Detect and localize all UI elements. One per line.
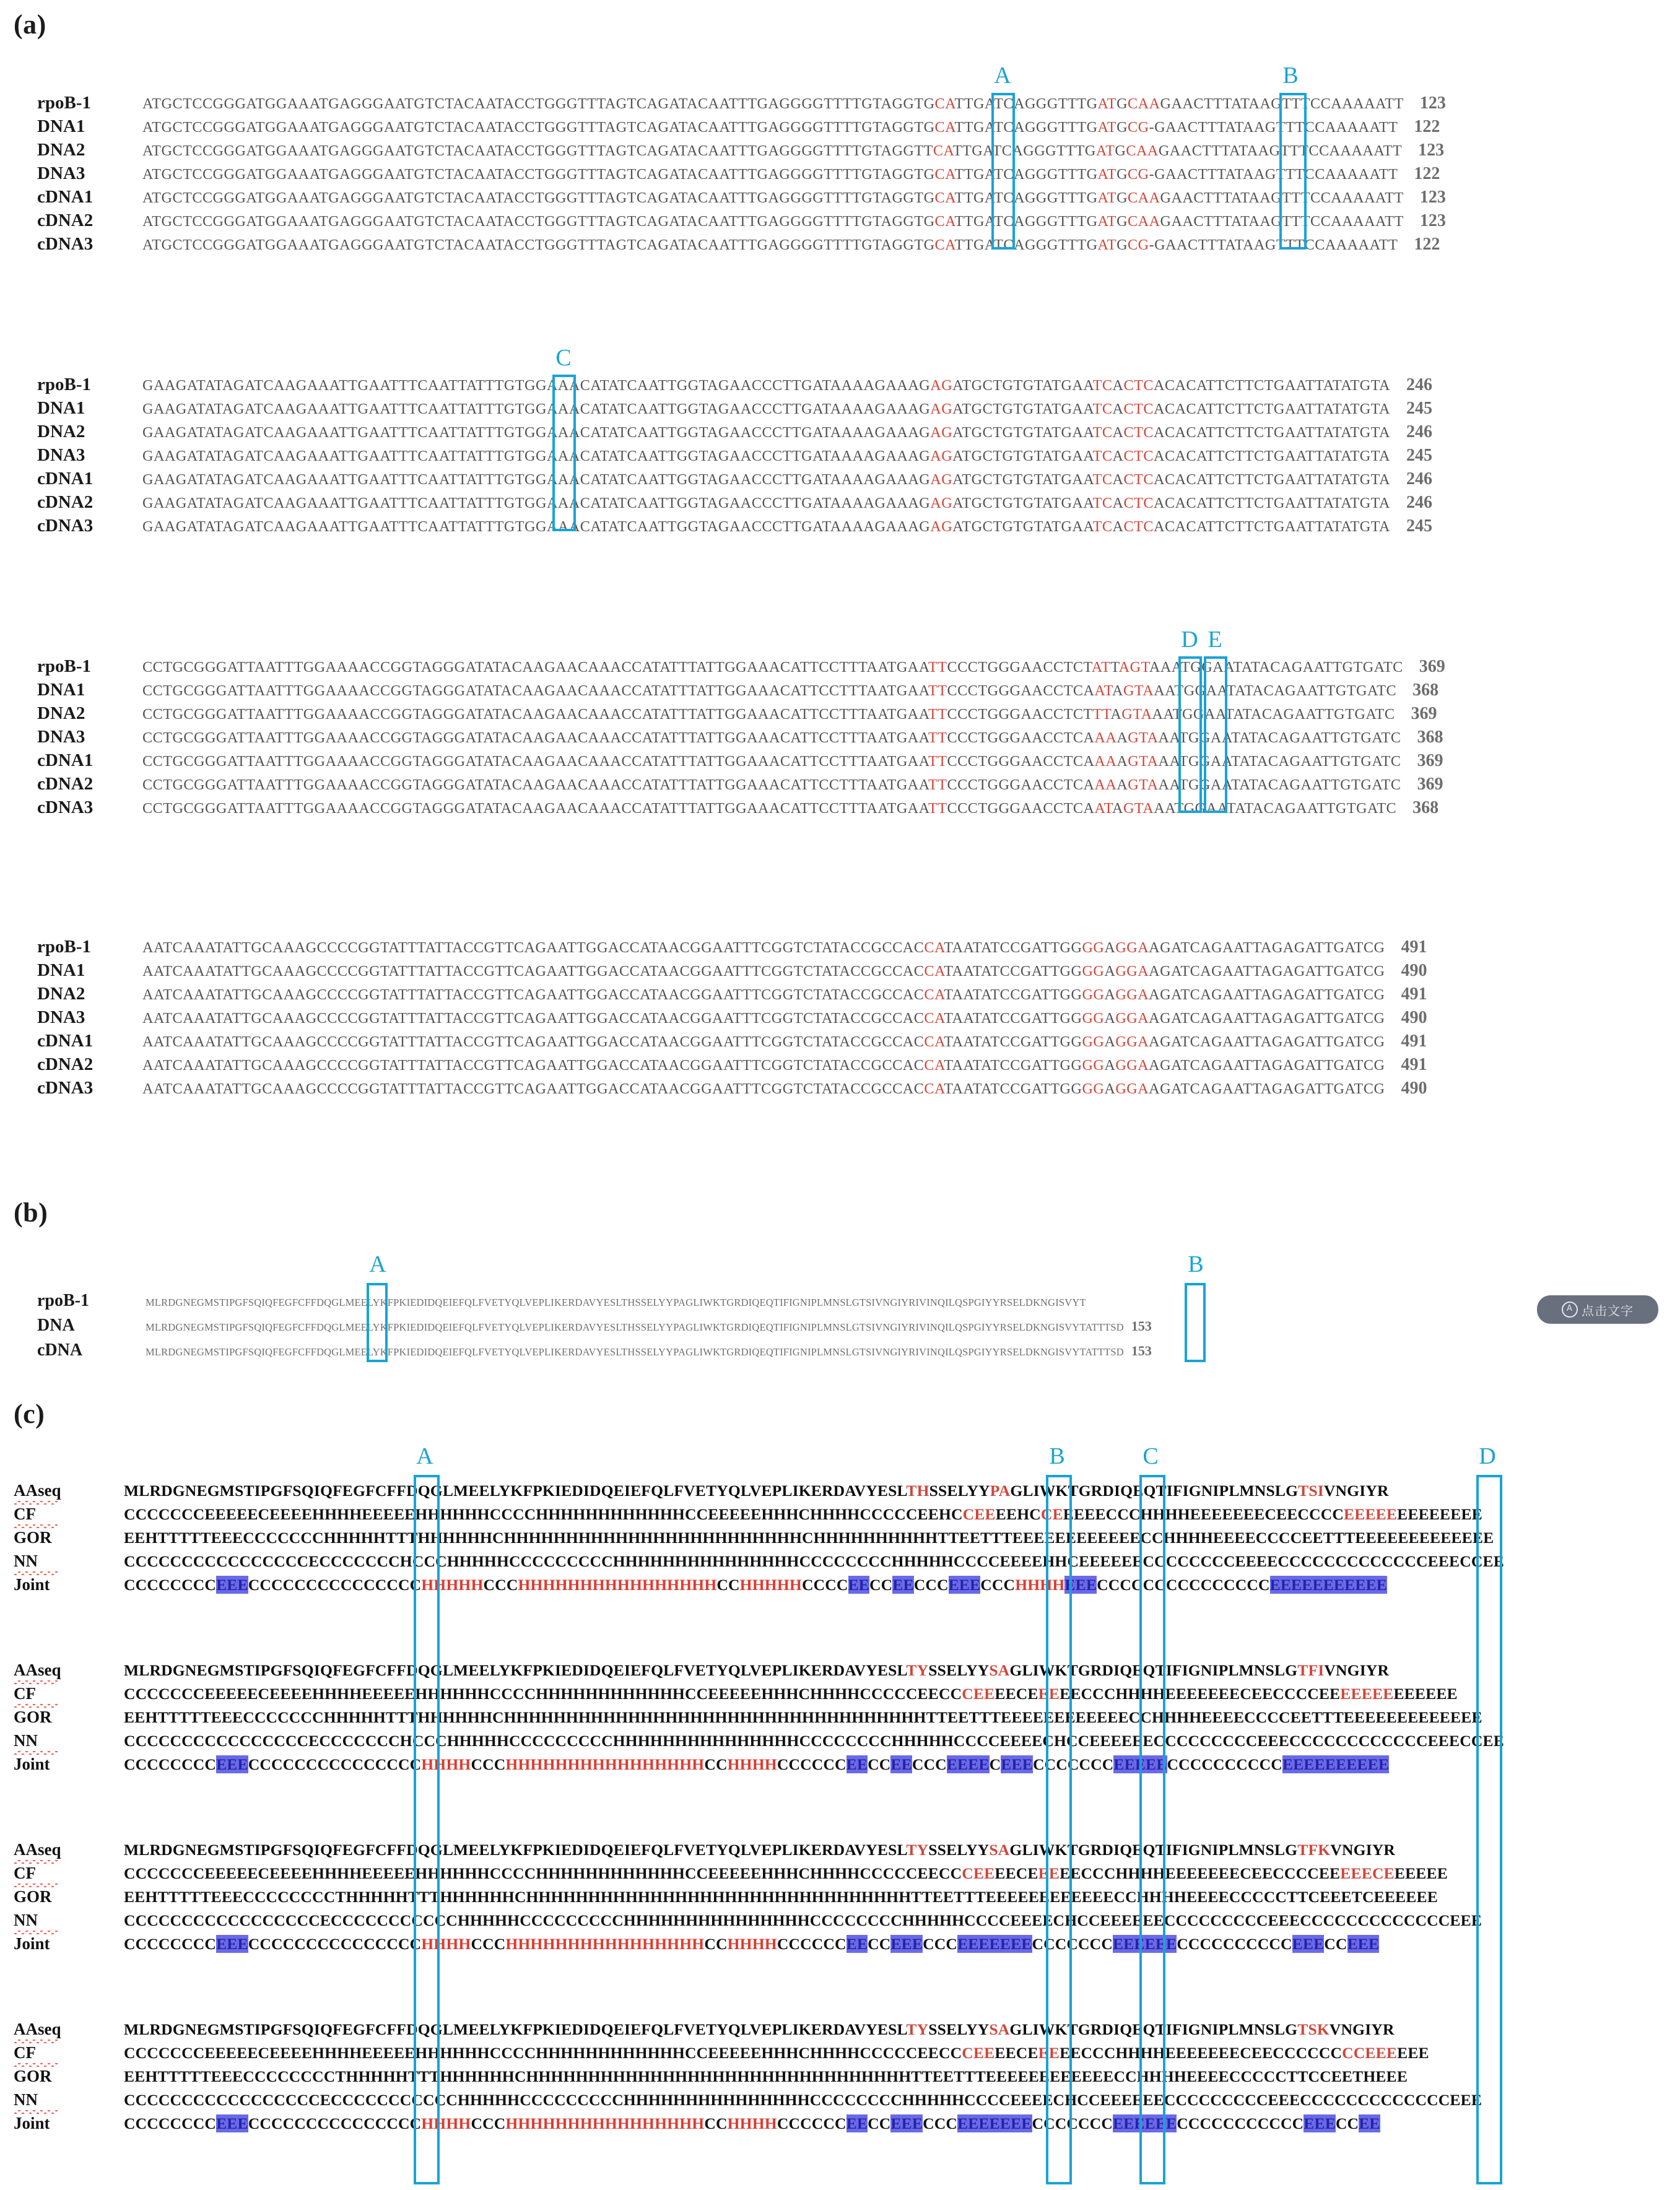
sequence-position-number: 246 (1406, 469, 1432, 489)
row-label-cdna2: cDNA2 (37, 211, 94, 230)
alignment-row (0, 398, 1680, 422)
row-label-joint: Joint (14, 1934, 50, 1953)
sequence-position-number: 491 (1401, 1032, 1427, 1051)
row-label-dna1: DNA1 (37, 960, 85, 980)
sequence-position-number: 246 (1406, 493, 1432, 512)
row-label-dna2: DNA2 (37, 140, 85, 160)
sequence-text: MLRDGNEGMSTIPGFSQIQFEGFCFFDQGLMEELYKFPKIEDIDQEIEFQLFVETYQLVEPLIKERDAVYESLTHSSELYYPAGLIWKTGRDIQEQTIFIGNIPLMNSLGTSIVNGIYRIVINQILQSPGIYYRSELDKNGISVYT (146, 1297, 1086, 1308)
panel-a-block-3 (0, 656, 1680, 821)
highlight-label-c-d: D (1479, 1443, 1496, 1469)
sequence-text: MLRDGNEGMSTIPGFSQIQFEGFCFFDQGLMEELYKFPKIEDIDQEIEFQLFVETYQLVEPLIKERDAVYESLTYSSELYYSAGLIWKTGRDIQEQTIFIGNIPLMNSLGTFKVNGIYR (124, 1841, 1396, 1859)
sequence-position-number: 123 (1419, 93, 1446, 113)
sequence-position-number: 245 (1406, 399, 1432, 418)
sequence-text: GAAGATATAGATCAAGAAATTGAATTTCAATTATTTGTGGAAACATATCAATTGGTAGAACCCTTGATAAAAGAAAGAGATGCTGTGTATGAATCACTCACACATTCTTCTGAATTATATGTA (142, 377, 1390, 394)
row-label-cf: CF (0, 1505, 124, 1524)
row-label-rpob-1: rpoB-1 (37, 375, 91, 394)
alignment-row (0, 774, 1680, 797)
watermark-icon: A (1562, 1301, 1578, 1318)
sequence-position-number: 153 (1131, 1343, 1152, 1358)
sequence-position-number: 491 (1401, 1055, 1427, 1074)
sequence-text: ATGCTCCGGGATGGAAATGAGGGAATGTCTACAATACCTGGGTTTAGTCAGATACAATTTGAGGGGTTTTGTAGGTGCATTGATCAGGGTTTGATGCG-GAACTTTATAAGTTTCCAAAAATT (142, 237, 1398, 253)
alignment-row (0, 2090, 1680, 2114)
row-label-rpob-1: rpoB-1 (37, 656, 91, 676)
sequence-text: CCTGCGGGATTAATTTGGAAAACCGGTAGGGATATACAAGAACAAACCATATTTATTGGAAACATTCCTTTAATGAATTCCCTGGGAACCTCTTTAGTAAATGGAATATACAGAATTGTGATC (142, 706, 1395, 723)
alignment-row (0, 750, 1680, 774)
sequence-text: ATGCTCCGGGATGGAAATGAGGGAATGTCTACAATACCTGGGTTTAGTCAGATACAATTTGAGGGGTTTTGTAGGTGCATTGATCAGGGTTTGATGCAAGAACTTTATAAGTTTCCAAAAATT (142, 189, 1404, 206)
alignment-row (0, 1291, 1680, 1316)
row-label-dna3: DNA3 (37, 163, 85, 183)
alignment-row (0, 984, 1680, 1007)
sequence-text: MLRDGNEGMSTIPGFSQIQFEGFCFFDQGLMEELYKFPKIEDIDQEIEFQLFVETYQLVEPLIKERDAVYESLTYSSELYYSAGLIWKTGRDIQEQTIFIGNIPLMNSLGTFIVNGIYR (124, 1661, 1390, 1679)
sequence-text: MLRDGNEGMSTIPGFSQIQFEGFCFFDQGLMEELYKFPKIEDIDQEIEFQLFVETYQLVEPLIKERDAVYESLTHSSELYYPAGLIWKTGRDIQEQTIFIGNIPLMNSLGTSIVNGIYRIVINQILQSPGIYYRSELDKNGISVYTATTTSD (146, 1346, 1124, 1358)
sequence-text: MLRDGNEGMSTIPGFSQIQFEGFCFFDQGLMEELYKFPKIEDIDQEIEFQLFVETYQLVEPLIKERDAVYESLTYSSELYYSAGLIWKTGRDIQEQTIFIGNIPLMNSLGTSKVNGIYR (124, 2020, 1395, 2038)
row-label-aaseq: AAseq (0, 1840, 124, 1859)
sequence-text: CCCCCCCCEEECCCCCCCCCCCCCCCHHHHCCCHHHHHHHHHHHHHHHHCCHHHHCCCCCCEECCEEECCCEEEEEEECCCCCCCEEEEEECCCCCCCCCCCEEECCEE (124, 2114, 1380, 2132)
sequence-position-number: 245 (1406, 516, 1432, 536)
alignment-row (0, 422, 1680, 445)
sequence-text: GAAGATATAGATCAAGAAATTGAATTTCAATTATTTGTGGAAACATATCAATTGGTAGAACCCTTGATAAAAGAAAGAGATGCTGTGTATGAATCACTCACACATTCTTCTGAATTATATGTA (142, 518, 1390, 535)
panel-a-block-2 (0, 375, 1680, 539)
sequence-position-number: 490 (1401, 961, 1427, 980)
sequence-position-number: 490 (1401, 1079, 1427, 1098)
row-label-dna1: DNA1 (37, 398, 85, 418)
highlight-label-c-a: A (416, 1443, 433, 1469)
sequence-text: CCCCCCCCCCCCCCCCCECCCCCCCCCCCHHHHHCCCCCCCCCHHHHHHHHHHHHHHHCCCCCCCCHHHHHCCCCEEEECHCCEEEEEECCCCCCCCCEEECCCCCCCCCCCCCEEE (124, 1911, 1482, 1929)
row-label-dna3: DNA3 (37, 445, 85, 465)
panel-c-block-4 (0, 2020, 1680, 2137)
row-label-aaseq: AAseq (0, 1481, 124, 1500)
sequence-text: CCTGCGGGATTAATTTGGAAAACCGGTAGGGATATACAAGAACAAACCATATTTATTGGAAACATTCCTTTAATGAATTCCCTGGGAACCTCAATAGTAAATGGAATATACAGAATTGTGATC (142, 800, 1397, 817)
sequence-text: CCCCCCCEEEEECEEEEHHHHEEEEEHHHHHHCCCCHHHHHHHHHHHHCCEEEEEHHHCHHHHCCCCCEEHCCEEEEHCCEEEEECCCHHHHEEEEEEECEECCCCEEEEEEEEEEEEE (124, 1505, 1482, 1523)
row-label-cdna: cDNA (37, 1341, 83, 1360)
row-label-joint: Joint (14, 2114, 50, 2132)
sequence-position-number: 153 (1131, 1318, 1152, 1334)
alignment-row (0, 1708, 1680, 1731)
row-label-dna3: DNA3 (37, 1007, 85, 1027)
sequence-text: AATCAAATATTGCAAAGCCCCGGTATTTATTACCGTTCAGAATTGGACCATAACGGAATTTCGGTCTATACCGCCACCATAATATCCGATTGGGGAGGAAGATCAGAATTAGAGATTGATCG (142, 963, 1385, 980)
alignment-row (0, 2020, 1680, 2043)
row-label-cf: CF (0, 1684, 124, 1703)
row-label-cf: CF (0, 1864, 124, 1883)
sequence-position-number: 368 (1417, 728, 1443, 747)
sequence-text: CCTGCGGGATTAATTTGGAAAACCGGTAGGGATATACAAGAACAAACCATATTTATTGGAAACATTCCTTTAATGAATTCCCTGGGAACCTCAAAAGTAAATGGAATATACAGAATTGTGATC (142, 729, 1401, 746)
row-label-nn: NN (0, 1731, 124, 1750)
alignment-row (0, 234, 1680, 258)
alignment-row (0, 937, 1680, 960)
row-label-nn: NN (0, 1552, 124, 1571)
alignment-row (0, 656, 1680, 680)
alignment-row (0, 1316, 1680, 1341)
sequence-position-number: 491 (1401, 984, 1427, 1004)
highlight-label-c-c: C (1142, 1443, 1159, 1469)
alignment-row (0, 1031, 1680, 1054)
sequence-text: EEHTTTTTEEECCCCCCCHHHHHTTTHHHHHHCHHHHHHHHHHHHHHHHHHHHHHHHHHHHHHHHHHTTEETTTEEEEEEEEEEEECCHHHHEEEECCCCEETTTEEEEEEEEEEEEE (124, 1708, 1482, 1726)
row-label-cdna1: cDNA1 (37, 750, 94, 770)
alignment-row (0, 1078, 1680, 1102)
highlight-label-a1: A (994, 63, 1011, 89)
sequence-position-number: 490 (1401, 1008, 1427, 1027)
row-label-rpob-1: rpoB-1 (37, 937, 91, 957)
row-label-cdna1: cDNA1 (37, 1031, 94, 1051)
sequence-text: EEHTTTTTEEECCCCCCCCTHHHHHTTTHHHHHHCHHHHHHHHHHHHHHHHHHHHHHHHHHHHHHHTTEETTTEEEEEEEEEEEECCHHHHEEEECCCCCTTCCEETHEEE (124, 2067, 1408, 2085)
row-label-cdna3: cDNA3 (37, 234, 94, 254)
sequence-text: AATCAAATATTGCAAAGCCCCGGTATTTATTACCGTTCAGAATTGGACCATAACGGAATTTCGGTCTATACCGCCACCATAATATCCGATTGGGGAGGAAGATCAGAATTAGAGATTGATCG (142, 939, 1385, 956)
sequence-position-number: 368 (1412, 798, 1439, 817)
row-label-gor: GOR (14, 1887, 52, 1906)
alignment-row (0, 2114, 1680, 2137)
row-label-nn: NN (0, 2090, 124, 2110)
row-label-gor: GOR (14, 1528, 52, 1547)
sequence-text: CCCCCCCEEEEECEEEEHHHHEEEEEHHHHHHCCCCHHHHHHHHHHHHCCEEEEEHHHCHHHHCCCCCEECCCEEEECEEEEECCCHHHHEEEEEEECEECCCCCCCCEEEEEE (124, 2044, 1429, 2062)
alignment-row (0, 680, 1680, 703)
watermark-text: 点击文字 (1582, 1303, 1634, 1318)
sequence-text: ATGCTCCGGGATGGAAATGAGGGAATGTCTACAATACCTGGGTTTAGTCAGATACAATTTGAGGGGTTTTGTAGGTGCATTGATCAGGGTTTGATGCG-GAACTTTATAAGTTTCCAAAAATT (142, 166, 1398, 183)
alignment-row (0, 1575, 1680, 1599)
row-label-cdna3: cDNA3 (37, 516, 94, 536)
sequence-text: AATCAAATATTGCAAAGCCCCGGTATTTATTACCGTTCAGAATTGGACCATAACGGAATTTCGGTCTATACCGCCACCATAATATCCGATTGGGGAGGAAGATCAGAATTAGAGATTGATCG (142, 1080, 1385, 1097)
highlight-label-d3: D (1181, 627, 1198, 653)
sequence-text: CCTGCGGGATTAATTTGGAAAACCGGTAGGGATATACAAGAACAAACCATATTTATTGGAAACATTCCTTTAATGAATTCCCTGGGAACCTCTATTAGTAAATGGAATATACAGAATTGTGATC (142, 659, 1403, 676)
alignment-row (0, 1341, 1680, 1365)
alignment-row (0, 1661, 1680, 1684)
row-label-gor: GOR (14, 1708, 52, 1726)
alignment-row (0, 445, 1680, 469)
row-label-cdna2: cDNA2 (37, 1054, 94, 1074)
row-label-cdna2: cDNA2 (37, 774, 94, 794)
sequence-position-number: 246 (1406, 422, 1432, 441)
row-label-dna2: DNA2 (37, 422, 85, 441)
row-label-cdna1: cDNA1 (37, 187, 94, 207)
sequence-text: ATGCTCCGGGATGGAAATGAGGGAATGTCTACAATACCTGGGTTTAGTCAGATACAATTTGAGGGGTTTTGTAGGTGCATTGATCAGGGTTTGATGCG-GAACTTTATAAGTTTCCAAAAATT (142, 119, 1398, 136)
sequence-position-number: 369 (1419, 657, 1445, 676)
sequence-text: CCCCCCCCCCCCCCCCCECCCCCCCCCCCHHHHHCCCCCCCCCHHHHHHHHHHHHHHHCCCCCCCCHHHHHCCCCEEEECHCCEEEEEECCCCCCCCCEEECCCCCCCCCCCCCEEE (124, 2091, 1482, 2109)
highlight-label-c-b: B (1049, 1443, 1065, 1469)
alignment-row (0, 1911, 1680, 1934)
row-label-cf: CF (0, 2043, 124, 2062)
sequence-text: EEHTTTTTEEECCCCCCCCTHHHHHTTTHHHHHHCHHHHHHHHHHHHHHHHHHHHHHHHHHHHHHHTTEETTTEEEEEEEEEEEECCHHHHEEEECCCCCTTCEEETCEEEEEE (124, 1888, 1438, 1906)
sequence-position-number: 122 (1414, 235, 1440, 254)
alignment-row (0, 1552, 1680, 1575)
row-label-joint: Joint (14, 1575, 50, 1594)
alignment-row (0, 516, 1680, 539)
alignment-row (0, 1528, 1680, 1552)
sequence-position-number: 369 (1417, 775, 1443, 794)
alignment-row (0, 1505, 1680, 1528)
panel-c-block-3 (0, 1840, 1680, 1958)
panel-a-block-4 (0, 937, 1680, 1102)
sequence-text: CCCCCCCCEEECCCCCCCCCCCCCCCHHHHCCCHHHHHHHHHHHHHHHHCCHHHHCCCCCCEECCEECCCEEEECEEECCCCCCCEEEEECCCCCCCCCCEEEEEEEEEE (124, 1755, 1390, 1773)
alignment-row (0, 492, 1680, 516)
sequence-text: GAAGATATAGATCAAGAAATTGAATTTCAATTATTTGTGGAAACATATCAATTGGTAGAACCCTTGATAAAAGAAAGAGATGCTGTGTATGAATCACTCACACATTCTTCTGAATTATATGTA (142, 495, 1390, 511)
sequence-position-number: 246 (1406, 375, 1432, 394)
sequence-text: GAAGATATAGATCAAGAAATTGAATTTCAATTATTTGTGGAAACATATCAATTGGTAGAACCCTTGATAAAAGAAAGAGATGCTGTGTATGAATCACTCACACATTCTTCTGAATTATATGTA (142, 424, 1390, 441)
sequence-text: CCCCCCCCCCCCCCCCECCCCCCCHCCCHHHHHCCCCCCCCCHHHHHHHHHHHHHHHCCCCCCCCHHHHHCCCCEEEEHHCEEEEEECCCCCCCCEEEECCCCCCCCCCCCCEEECCEE (124, 1552, 1504, 1570)
sequence-text: MLRDGNEGMSTIPGFSQIQFEGFCFFDQGLMEELYKFPKIEDIDQEIEFQLFVETYQLVEPLIKERDAVYESLTHSSELYYPAGLIWKTGRDIQEQTIFIGNIPLMNSLGTSIVNGIYR (124, 1482, 1389, 1500)
row-label-aaseq: AAseq (0, 1661, 124, 1680)
sequence-text: CCCCCCCCEEECCCCCCCCCCCCCCCHHHHHCCCHHHHHHHHHHHHHHHHCCHHHHHCCCCEECCEECCCEEECCCHHHHEEECCCCCCCCCCCCCCCEEEEEEEEEEE (124, 1576, 1388, 1594)
sequence-text: CCCCCCCCEEECCCCCCCCCCCCCCCHHHHCCCHHHHHHHHHHHHHHHHCCHHHHCCCCCCEECCEEECCCEEEEEEECCCCCCCEEEEEECCCCCCCCCCEEECCEEE (124, 1935, 1380, 1953)
alignment-row (0, 1007, 1680, 1031)
row-label-nn: NN (0, 1911, 124, 1930)
sequence-text: MLRDGNEGMSTIPGFSQIQFEGFCFFDQGLMEELYKFPKIEDIDQEIEFQLFVETYQLVEPLIKERDAVYESLTHSSELYYPAGLIWKTGRDIQEQTIFIGNIPLMNSLGTSIVNGIYRIVINQILQSPGIYYRSELDKNGISVYTATTTSD (146, 1321, 1124, 1333)
panel-a-block-1 (0, 93, 1680, 258)
sequence-text: CCTGCGGGATTAATTTGGAAAACCGGTAGGGATATACAAGAACAAACCATATTTATTGGAAACATTCCTTTAATGAATTCCCTGGGAACCTCAATAGTAAATGGAATATACAGAATTGTGATC (142, 682, 1397, 699)
highlight-label-c2: C (555, 345, 572, 371)
sequence-text: CCCCCCCEEEEECEEEEHHHHEEEEEHHHHHHCCCCHHHHHHHHHHHHCCEEEEEHHHCHHHHCCCCCEECCCEEEECEEEEECCCHHHHEEEEEEECEECCCCEEEEECEEEEEE (124, 1864, 1448, 1882)
row-label-cdna2: cDNA2 (37, 492, 94, 512)
row-label-cdna3: cDNA3 (37, 1078, 94, 1098)
sequence-text: AATCAAATATTGCAAAGCCCCGGTATTTATTACCGTTCAGAATTGGACCATAACGGAATTTCGGTCTATACCGCCACCATAATATCCGATTGGGGAGGAAGATCAGAATTAGAGATTGATCG (142, 1010, 1385, 1027)
highlight-label-b1: B (1282, 63, 1299, 89)
alignment-row (0, 2043, 1680, 2067)
sequence-text: GAAGATATAGATCAAGAAATTGAATTTCAATTATTTGTGGAAACATATCAATTGGTAGAACCCTTGATAAAAGAAAGAGATGCTGTGTATGAATCACTCACACATTCTTCTGAATTATATGTA (142, 401, 1390, 417)
alignment-row (0, 375, 1680, 398)
sequence-text: ATGCTCCGGGATGGAAATGAGGGAATGTCTACAATACCTGGGTTTAGTCAGATACAATTTGAGGGGTTTTGTAGGTTCATTGATCAGGGTTTGATGCAAGAACTTTATAAGTTTCCAAAAATT (142, 142, 1403, 159)
alignment-row (0, 1054, 1680, 1078)
row-label-dna2: DNA2 (37, 703, 85, 723)
panel-b-label: (b) (14, 1197, 48, 1228)
panel-a-label: (a) (14, 9, 46, 40)
alignment-row (0, 1684, 1680, 1708)
row-label-dna2: DNA2 (37, 984, 85, 1004)
alignment-row (0, 2067, 1680, 2090)
sequence-position-number: 491 (1401, 937, 1427, 957)
row-label-cdna1: cDNA1 (37, 469, 94, 489)
sequence-text: CCTGCGGGATTAATTTGGAAAACCGGTAGGGATATACAAGAACAAACCATATTTATTGGAAACATTCCTTTAATGAATTCCCTGGGAACCTCAAAAGTAAATGGAATATACAGAATTGTGATC (142, 776, 1401, 793)
alignment-row (0, 140, 1680, 163)
highlight-label-b-a: A (369, 1251, 386, 1277)
sequence-text: CCCCCCCCCCCCCCCCECCCCCCCHCCCHHHHHCCCCCCCCCHHHHHHHHHHHHHHHCCCCCCCCHHHHHCCCCEEEECHCCEEEEEECCCCCCCCCEEECCCCCCCCCCCCEEECCEE (124, 1732, 1504, 1750)
panel-c-label: (c) (14, 1399, 45, 1429)
panel-c-block-1 (0, 1481, 1680, 1599)
sequence-text: EEHTTTTTEEECCCCCCCHHHHHTTTHHHHHHCHHHHHHHHHHHHHHHHHHHHHHHHCHHHHHHHHHHTTEETTTEEEEEEEEEEEECCHHHHEEEECCCCEETTTEEEEEEEEEEEEE (124, 1529, 1494, 1547)
row-label-dna1: DNA1 (37, 116, 85, 136)
sequence-text: CCTGCGGGATTAATTTGGAAAACCGGTAGGGATATACAAGAACAAACCATATTTATTGGAAACATTCCTTTAATGAATTCCCTGGGAACCTCAAAAGTAAATGGAATATACAGAATTGTGATC (142, 753, 1401, 770)
sequence-text: ATGCTCCGGGATGGAAATGAGGGAATGTCTACAATACCTGGGTTTAGTCAGATACAATTTGAGGGGTTTTGTAGGTGCATTGATCAGGGTTTGATGCAAGAACTTTATAAGTTTCCAAAAATT (142, 213, 1404, 230)
row-label-dna1: DNA1 (37, 680, 85, 700)
alignment-row (0, 469, 1680, 492)
sequence-text: AATCAAATATTGCAAAGCCCCGGTATTTATTACCGTTCAGAATTGGACCATAACGGAATTTCGGTCTATACCGCCACCATAATATCCGATTGGGGAGGAAGATCAGAATTAGAGATTGATCG (142, 1033, 1385, 1050)
row-label-cdna3: cDNA3 (37, 797, 94, 817)
sequence-text: AATCAAATATTGCAAAGCCCCGGTATTTATTACCGTTCAGAATTGGACCATAACGGAATTTCGGTCTATACCGCCACCATAATATCCGATTGGGGAGGAAGATCAGAATTAGAGATTGATCG (142, 986, 1385, 1003)
alignment-row (0, 797, 1680, 821)
row-label-rpob-1: rpoB-1 (37, 93, 91, 113)
alignment-row (0, 1731, 1680, 1755)
sequence-position-number: 123 (1418, 141, 1445, 160)
sequence-text: CCCCCCCEEEEECEEEEHHHHEEEEEHHHHHHCCCCHHHHHHHHHHHHCCEEEEEHHHCHHHHCCCCCEECCCEEEECEEEEECCCHHHHEEEEEEECEECCCCEEEEEEEEEEEEE (124, 1685, 1458, 1703)
row-label-gor: GOR (14, 2067, 52, 2085)
row-label-joint: Joint (14, 1755, 50, 1773)
highlight-label-b-b: B (1188, 1251, 1204, 1277)
sequence-text: GAAGATATAGATCAAGAAATTGAATTTCAATTATTTGTGGAAACATATCAATTGGTAGAACCCTTGATAAAAGAAAGAGATGCTGTGTATGAATCACTCACACATTCTTCTGAATTATATGTA (142, 471, 1390, 488)
row-label-dna3: DNA3 (37, 727, 85, 747)
sequence-position-number: 123 (1419, 211, 1446, 230)
highlight-label-e3: E (1208, 627, 1222, 653)
sequence-text: AATCAAATATTGCAAAGCCCCGGTATTTATTACCGTTCAGAATTGGACCATAACGGAATTTCGGTCTATACCGCCACCATAATATCCGATTGGGGAGGAAGATCAGAATTAGAGATTGATCG (142, 1057, 1385, 1074)
row-label-aaseq: AAseq (0, 2020, 124, 2039)
sequence-position-number: 122 (1414, 164, 1440, 183)
sequence-position-number: 245 (1406, 446, 1432, 465)
alignment-row (0, 1755, 1680, 1778)
alignment-row (0, 1934, 1680, 1958)
alignment-row (0, 187, 1680, 211)
row-label-dna: DNA (37, 1316, 75, 1335)
sequence-position-number: 123 (1419, 188, 1446, 207)
alignment-row (0, 1481, 1680, 1505)
sequence-position-number: 369 (1411, 704, 1437, 723)
sequence-text: GAAGATATAGATCAAGAAATTGAATTTCAATTATTTGTGGAAACATATCAATTGGTAGAACCCTTGATAAAAGAAAGAGATGCTGTGTATGAATCACTCACACATTCTTCTGAATTATATGTA (142, 448, 1390, 464)
sequence-text: ATGCTCCGGGATGGAAATGAGGGAATGTCTACAATACCTGGGTTTAGTCAGATACAATTTGAGGGGTTTTGTAGGTGCATTGATCAGGGTTTGATGCAAGAACTTTATAAGTTTCCAAAAATT (142, 95, 1404, 112)
alignment-row (0, 1864, 1680, 1887)
alignment-row (0, 1840, 1680, 1864)
alignment-row (0, 727, 1680, 750)
row-label-rpob-1: rpoB-1 (37, 1291, 89, 1310)
alignment-row (0, 93, 1680, 116)
panel-b-block (0, 1291, 1680, 1365)
sequence-position-number: 122 (1414, 117, 1440, 136)
alignment-row (0, 703, 1680, 727)
alignment-row (0, 211, 1680, 234)
alignment-row (0, 116, 1680, 140)
sequence-position-number: 368 (1412, 680, 1439, 700)
alignment-row (0, 960, 1680, 984)
panel-c-block-2 (0, 1661, 1680, 1778)
sequence-position-number: 369 (1417, 751, 1443, 770)
alignment-row (0, 1887, 1680, 1911)
alignment-row (0, 163, 1680, 187)
watermark-badge (1537, 1295, 1658, 1324)
